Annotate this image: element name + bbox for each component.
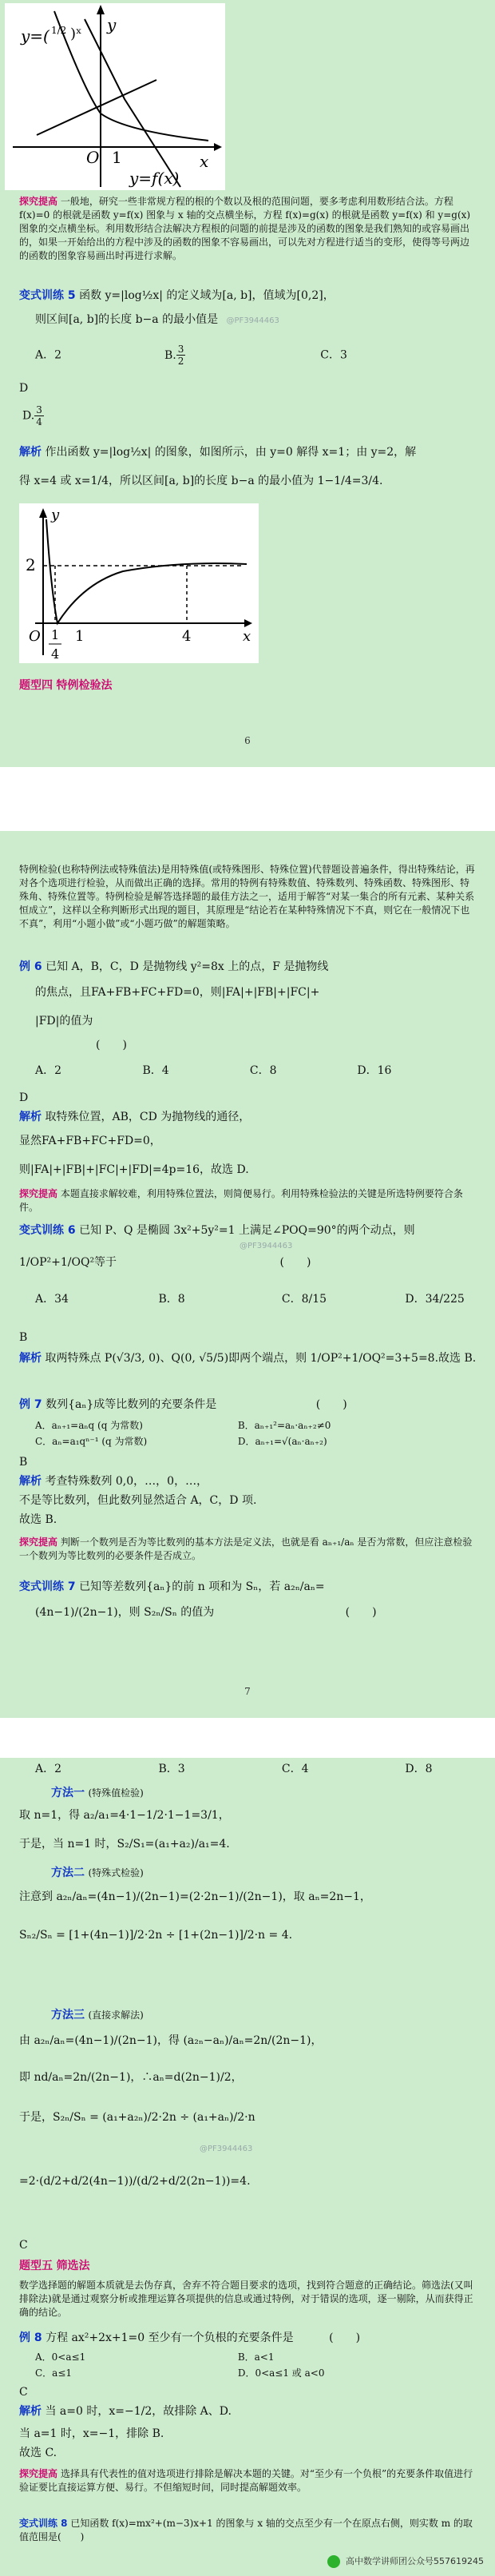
page-2 <box>0 831 495 1718</box>
ex6-opt-a: A．2 <box>35 1064 62 1077</box>
ex8-paren: ( ) <box>329 2332 361 2344</box>
ex5-opt-a: A．2 <box>35 348 62 362</box>
ex8-text: 方程 ax²+2x+1=0 至少有一个负根的充要条件是 <box>46 2332 294 2344</box>
m2-label: 方法二 <box>51 1866 85 1879</box>
m1-label: 方法一 <box>51 1787 85 1799</box>
ex7-opt-d: D．aₙ₊₁=√(aₙ·aₙ₊₂) <box>237 1436 327 1447</box>
ex6b-solution <box>19 1350 477 1367</box>
ex6-tip <box>19 1187 477 1214</box>
tip-paragraph <box>19 195 477 263</box>
wechat-icon <box>327 2555 340 2568</box>
m2-line2: Sₙ₂/Sₙ = [1+(4n−1)]/2·2n ÷ [1+(2n−1)]/2·n = 4. <box>19 1929 293 1942</box>
ex8-sol2: 当 a=1 时，x=−1，排除 B. <box>19 2427 164 2440</box>
ex7-line <box>19 1397 477 1413</box>
footer-logo-text: 高中数学讲师团公众号557619245 <box>346 2556 484 2566</box>
ex6-sol2: 显然FA+FB+FC+FD=0， <box>19 1135 161 1147</box>
graph1-y-label: y <box>107 15 117 34</box>
ex7-options-row2 <box>35 1435 493 1449</box>
ex7-sol2: 不是等比数列，但此数列显然适合 A，C，D 项. <box>19 1494 257 1507</box>
page-1 <box>0 0 495 767</box>
ex6b-line <box>19 1222 477 1239</box>
ex6b-opt-b: B．8 <box>158 1293 185 1306</box>
ex7-options-row1 <box>35 1419 493 1433</box>
ex7-answer: B <box>19 1456 28 1469</box>
ex7-label: 例 7 <box>19 1398 42 1411</box>
ex6b-opt-a: A．34 <box>35 1293 69 1306</box>
x-axis-arrow <box>244 619 252 627</box>
section-4-heading <box>19 678 477 694</box>
log-abs-graph <box>19 503 259 663</box>
ex6-options <box>35 1063 493 1079</box>
ex8-options-row2 <box>35 2367 493 2380</box>
ex7-opt-c: C．aₙ=a₁qⁿ⁻¹ (q 为常数) <box>35 1436 148 1447</box>
ex8-opt-d: D．0<a≤1 或 a<0 <box>237 2367 325 2379</box>
ex7-paren: ( ) <box>315 1398 347 1411</box>
m3-line1: 由 a₂ₙ/aₙ=(4n−1)/(2n−1)，得 (a₂ₙ−aₙ)/aₙ=2n/(2n−1)， <box>19 2034 323 2047</box>
ex6b-text: 已知 P、Q 是椭圆 3x²+5y²=1 上满足∠POQ=90°的两个动点，则 <box>79 1224 415 1237</box>
tip-text: 一般地，研究一些非常规方程的根的个数以及根的范围问题，要多考虑利用数形结合法。方程 f(x)=0 的根就是函数 y=f(x) 图象与 x 轴的交点横坐标，方程 f(x)=g(x) 的根就是函数 y=f(x) 和 y=g(x) 图象的交点横坐标。利用数形结合法解决方程根的问题的前提是涉及的函数的图象是我们熟知的或容易画出的，如果一开始给出的方程中涉及的函数的图象不容易画出，可以先对方程进行适当的变形，使得等号两边的函数的图象容易画出时再进行求解。 <box>19 196 471 261</box>
ex5-line <box>19 288 477 304</box>
section-5-title: 筛选法 <box>56 2260 90 2272</box>
x-axis-arrow <box>214 143 222 151</box>
ex8-sol3: 故选 C. <box>19 2447 57 2459</box>
m3-line3: 于是，S₂ₙ/Sₙ = (a₁+a₂ₙ)/2·2n ÷ (a₁+aₙ)/2·n <box>19 2111 255 2124</box>
ex7-opt-a: A．aₙ₊₁=aₙq (q 为常数) <box>35 1420 143 1431</box>
ex5-opt-c: C．3 <box>320 348 347 362</box>
method-2 <box>19 1865 477 1882</box>
watermark: @PF3944463 <box>226 316 279 325</box>
ex5-solution <box>19 444 477 461</box>
ex6-text3: |FD|的值为 <box>35 1015 93 1028</box>
ex8-tip <box>19 2467 477 2495</box>
tip-label: 探究提高 <box>19 196 58 207</box>
ex7-sol-label: 解析 <box>19 1475 42 1488</box>
ex6-opt-d: D．16 <box>357 1064 392 1077</box>
watermark: @PF3944463 <box>200 2145 253 2153</box>
label-exp: )ˣ <box>70 26 82 42</box>
ex6-solution <box>19 1109 477 1126</box>
ex8b-line <box>19 2517 477 2544</box>
log-abs-graph-svg <box>19 503 259 663</box>
m3-note: (直接求解法) <box>88 2010 144 2021</box>
ex6-sol3: 则|FA|+|FB|+|FC|+|FD|=4p=16，故选 D. <box>19 1163 249 1176</box>
ex8-opt-a: A．0<a≤1 <box>35 2351 86 2363</box>
ex5-line2 <box>35 312 493 329</box>
opt-c: C．4 <box>281 1763 309 1775</box>
exponential-graph <box>5 3 225 190</box>
m1-line2: 于是，当 n=1 时，S₂/S₁=(a₁+a₂)/a₁=4. <box>19 1838 230 1851</box>
ex7-tip-text: 判断一个数列是否为等比数列的基本方法是定义法，也就是看 aₙ₊₁/aₙ 是否为常数，但应注意检验一个数列为等比数列的必要条件是否成立。 <box>19 1536 473 1561</box>
ex6b-opt-c: C．8/15 <box>281 1293 327 1306</box>
ex6-tip-label: 探究提高 <box>19 1188 58 1199</box>
ex7-opt-b: B．aₙ₊₁²=aₙ·aₙ₊₂≠0 <box>237 1420 331 1431</box>
ex5-sol-text1: 作出函数 y=|log½x| 的图象，如图所示，由 y=0 解得 x=1；由 y=2，解 <box>45 446 417 459</box>
ex7-tip-label: 探究提高 <box>19 1536 58 1548</box>
page-number: 7 <box>244 1686 251 1697</box>
ex6-text: 已知 A，B，C，D 是抛物线 y²=8x 上的点，F 是抛物线 <box>46 960 329 973</box>
graph1-origin: O <box>86 148 100 167</box>
ex8-label: 例 8 <box>19 2332 42 2344</box>
ex7-solution <box>19 1473 477 1490</box>
log-abs-curve <box>46 519 247 623</box>
ex8b-label: 变式训练 8 <box>19 2518 68 2529</box>
page-3 <box>0 1758 495 2576</box>
exponential-graph-svg <box>5 3 225 190</box>
ex6-line <box>19 959 477 976</box>
ex5-text: 函数 y=|log½x| 的定义域为[a, b]，值域为[0,2]， <box>79 289 335 302</box>
y-axis-arrow <box>97 5 105 14</box>
ex5-opt-b: B. $\frac{3}{2}$ <box>164 344 184 367</box>
ex6b-label: 变式训练 6 <box>19 1224 76 1237</box>
ex6b-options <box>35 1291 493 1308</box>
m3-label: 方法三 <box>51 2009 85 2021</box>
ex6b-text2: 1/OP²+1/OQ²等于 ( ) <box>19 1256 311 1269</box>
ex7b-options <box>35 1761 493 1778</box>
ex8-opt-b: B．a<1 <box>237 2351 275 2363</box>
ex6-answer: D <box>19 1091 29 1104</box>
ex7b-paren: ( ) <box>345 1606 377 1619</box>
m1-line1: 取 n=1，得 a₂/a₁=4·1−1/2·1−1=3/1， <box>19 1809 230 1822</box>
ex8-sol1: 当 a=0 时，x=−1/2，故排除 A、D. <box>45 2405 232 2418</box>
graph1-one: 1 <box>112 148 122 167</box>
graph2-y-label: y <box>51 507 60 523</box>
m3-line2: 即 nd/aₙ=2n/(2n−1)，∴aₙ=d(2n−1)/2， <box>19 2071 243 2084</box>
intro-paragraph: 特例检验(也称特例法或特殊值法)是用特殊值(或特殊图形、特殊位置)代替题设普遍条件，得出特殊结论，再对各个选项进行检验，从而做出正确的选择。常用的特例有特殊数值、特殊数列、特殊函数、特殊图形、特殊角、特殊位置等。特例检验是解答选择题的最佳方法之一，适用于解答“对某一集合的所有元素、某种关系恒成立”，这样以全称判断形式出现的题目，其原理是“结论若在某种特殊情况下不真，则它在一般情况下也不真”，利用“小题小做”或“小题巧做”的解题策略。 <box>19 864 475 929</box>
ex8-options-row1 <box>35 2351 493 2364</box>
ex8-sol-label: 解析 <box>19 2405 42 2418</box>
graph2-tick-1: 1 <box>75 628 85 645</box>
ex7-tip <box>19 1536 477 1563</box>
ex6-text2: 的焦点，且FA+FB+FC+FD=0，则|FA|+|FB|+|FC|+ <box>35 986 320 999</box>
ex7b-text2: (4n−1)/(2n−1)，则 S₂ₙ/Sₙ 的值为 ( ) <box>35 1606 377 1619</box>
ex6-opt-b: B．4 <box>142 1064 169 1077</box>
graph2-tick-14-den: 4 <box>51 646 60 662</box>
ex8-line <box>19 2330 477 2347</box>
label-y-eq: y=( <box>21 26 50 46</box>
section-4-title: 特例检验法 <box>56 679 113 692</box>
ex6-label: 例 6 <box>19 960 42 973</box>
ex5-label: 变式训练 5 <box>19 289 76 302</box>
ex6b-opt-d: D．34/225 <box>405 1293 465 1306</box>
ex7-sol1: 考查特殊数列 0,0，…，0，…， <box>45 1475 208 1488</box>
label-half: 1/2 <box>51 25 67 36</box>
graph2-tick-4: 4 <box>182 628 192 645</box>
ex5-sol-label: 解析 <box>19 446 42 459</box>
opt-a: A．2 <box>35 1763 62 1775</box>
m2-line1: 注意到 a₂ₙ/aₙ=(4n−1)/(2n−1)=(2·2n−1)/(2n−1)，取 aₙ=2n−1， <box>19 1890 371 1903</box>
ex5-options <box>35 344 493 367</box>
ex7-text: 数列{aₙ}成等比数列的充要条件是 <box>46 1398 217 1411</box>
page-number: 6 <box>244 735 251 746</box>
m3-line4: =2·(d/2+d/2(4n−1))/(d/2+d/2(2n−1))=4. <box>19 2175 251 2188</box>
footer-logo <box>327 2554 485 2568</box>
ex7b-line <box>19 1579 477 1596</box>
ex5-opt-d: D. $\frac{3}{4}$ <box>22 404 42 427</box>
method-3 <box>19 2007 477 2024</box>
ex5-answer: D <box>19 382 29 395</box>
ex8-answer: C <box>19 2386 28 2399</box>
graph2-origin: O <box>29 628 41 645</box>
section-5-label: 题型五 <box>19 2260 53 2272</box>
graph2-x-label: x <box>243 628 251 645</box>
graph1-x-label: x <box>200 152 209 171</box>
ex6b-answer: B <box>19 1331 28 1344</box>
ex6-opt-c: C．8 <box>249 1064 277 1077</box>
ex8-solution <box>19 2403 477 2420</box>
opt-d: D．8 <box>405 1763 433 1775</box>
ex7b-label: 变式训练 7 <box>19 1580 76 1593</box>
ex6-tip-text: 本题直接求解较难，利用特殊位置法，则简便易行。利用特殊检验法的关键是所选特例要符合条件。 <box>19 1188 463 1213</box>
secant-line <box>37 80 156 135</box>
y-axis-arrow <box>39 508 47 518</box>
m2-note: (特殊式检验) <box>88 1867 144 1878</box>
watermark: @PF3944463 <box>240 1242 293 1250</box>
ex6b-sol-label: 解析 <box>19 1352 42 1365</box>
ex8-tip-label: 探究提高 <box>19 2468 58 2479</box>
ex8-opt-c: C．a≤1 <box>35 2367 73 2379</box>
section-4-label: 题型四 <box>19 679 53 692</box>
ex7b-text: 已知等差数列{aₙ}的前 n 项和为 Sₙ，若 a₂ₙ/aₙ= <box>79 1580 325 1593</box>
section-5-heading <box>19 2258 477 2275</box>
m1-note: (特殊值检验) <box>88 1787 144 1799</box>
ex7-sol3: 故选 B. <box>19 1513 57 1526</box>
graph2-tick-14-num: 1 <box>51 627 60 642</box>
ex8-tip-text: 选择具有代表性的值对选项进行排除是解决本题的关键。对“至少有一个负根”的充要条件取值进行验证要比直接运算方便、易行。不但缩短时间，同时提高解题效率。 <box>19 2468 473 2493</box>
ex6-sol1: 取特殊位置，AB，CD 为抛物线的通径， <box>45 1111 251 1123</box>
opt-b: B．3 <box>158 1763 185 1775</box>
ex5-sol-text2: 得 x=4 或 x=1/4，所以区间[a, b]的长度 b−a 的最小值为 1−1/4=3/4. <box>19 475 383 487</box>
ex6b-sol: 取两特殊点 P(√3/3, 0)、Q(0, √5/5)即两个端点，则 1/OP²+1/OQ²=3+5=8.故选 B. <box>45 1352 477 1365</box>
method-1 <box>19 1785 477 1802</box>
m3-answer: C <box>19 2239 28 2252</box>
ex6-paren: ( ) <box>96 1039 127 1051</box>
section-5-text: 数学选择题的解题本质就是去伪存真，舍弃不符合题目要求的选项，找到符合题意的正确结论。筛选法(又叫排除法)就是通过观察分析或推理运算各项提供的信息或通过特例，对于错误的选项，逐一剔除，从而获得正确的结论。 <box>19 2280 473 2318</box>
graph1-fx-label: y=f(x) <box>129 169 180 188</box>
ex8b-text: 已知函数 f(x)=mx²+(m−3)x+1 的图象与 x 轴的交点至少有一个在原点右侧，则实数 m 的取值范围是( ) <box>19 2518 473 2542</box>
graph2-tick-2: 2 <box>26 555 36 574</box>
ex6-sol-label: 解析 <box>19 1111 42 1123</box>
ex5-text2: 则区间[a, b]的长度 b−a 的最小值是 <box>35 313 219 326</box>
